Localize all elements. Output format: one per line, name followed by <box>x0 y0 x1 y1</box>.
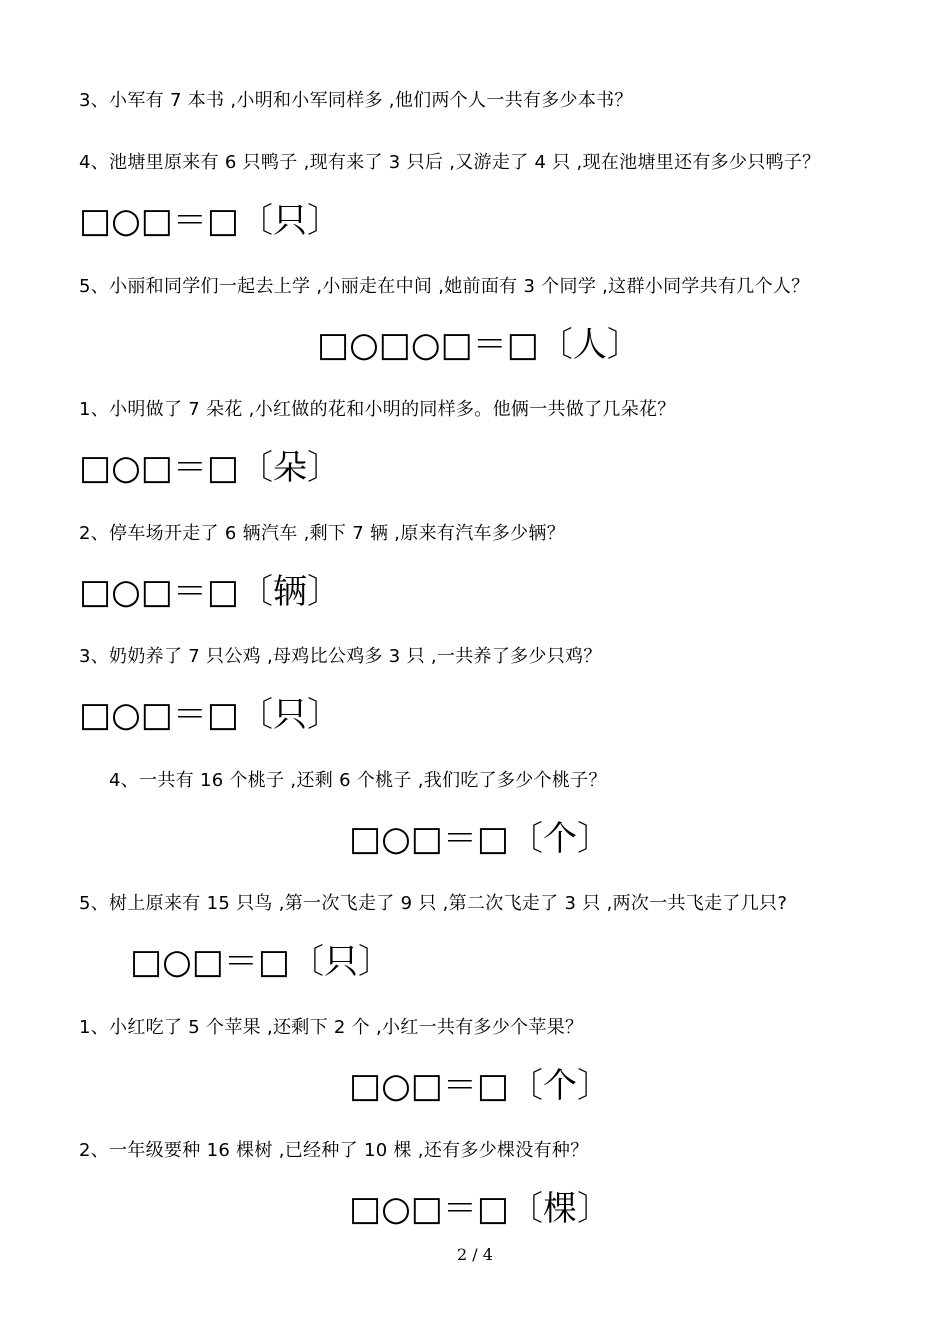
equation-line: □○□＝□〔只〕 <box>130 942 393 982</box>
equation-line: □○□＝□〔朵〕 <box>79 448 342 488</box>
question-line: 1、小明做了 7 朵花 ,小红做的花和小明的同样多。他俩一共做了几朵花？ <box>79 399 676 420</box>
equation-line: □○□＝□〔只〕 <box>79 201 342 241</box>
question-line: 1、小红吃了 5 个苹果 ,还剩下 2 个 ,小红一共有多少个苹果？ <box>79 1017 584 1038</box>
question-line: 2、停车场开走了 6 辆汽车 ,剩下 7 辆 ,原来有汽车多少辆？ <box>79 523 566 544</box>
equation-line: □○□＝□〔个〕 <box>349 1066 612 1106</box>
equation-line: □○□＝□〔棵〕 <box>349 1189 612 1229</box>
question-line: 4、池塘里原来有 6 只鸭子 ,现有来了 3 只后 ,又游走了 4 只 ,现在池塘里还有多少只鸭子？ <box>79 152 821 173</box>
question-line: 5、小丽和同学们一起去上学 ,小丽走在中间 ,她前面有 3 个同学 ,这群小同学共有几个人？ <box>79 276 810 297</box>
question-line: 5、树上原来有 15 只鸟 ,第一次飞走了 9 只 ,第二次飞走了 3 只 ,两次一共飞走了几只? <box>79 893 788 914</box>
equation-line: □○□＝□〔辆〕 <box>79 572 342 612</box>
page-number: 2 / 4 <box>457 1245 493 1264</box>
question-line: 3、奶奶养了 7 只公鸡 ,母鸡比公鸡多 3 只 ,一共养了多少只鸡？ <box>79 646 602 667</box>
equation-line: □○□＝□〔只〕 <box>79 695 342 735</box>
equation-line: □○□○□＝□〔人〕 <box>317 325 641 365</box>
equation-line: □○□＝□〔个〕 <box>349 819 612 859</box>
question-line: 3、小军有 7 本书 ,小明和小军同样多 ,他们两个人一共有多少本书？ <box>79 90 633 111</box>
question-line: 4、一共有 16 个桃子 ,还剩 6 个桃子 ,我们吃了多少个桃子？ <box>109 770 607 791</box>
question-line: 2、一年级要种 16 棵树 ,已经种了 10 棵 ,还有多少棵没有种？ <box>79 1140 589 1161</box>
